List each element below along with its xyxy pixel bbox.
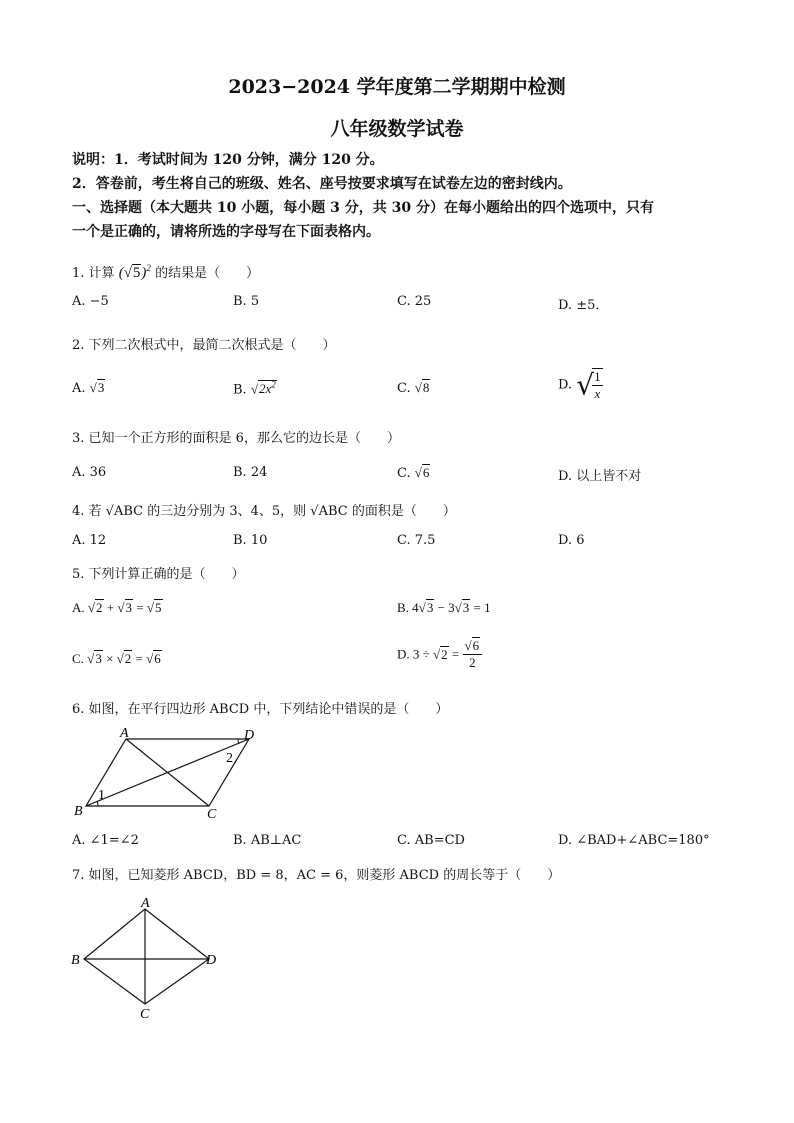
rhombus-figure [66, 894, 231, 1024]
angle-label-2: 2 [226, 751, 233, 766]
q2-d-denominator: x [594, 386, 601, 401]
q5-a-label: A. [72, 600, 85, 615]
vertex-label-b: B [71, 953, 80, 968]
vertex-label-c: C [207, 807, 217, 822]
q1-expression: $(√5)^2$ [118, 263, 151, 281]
q5-d-rad-1: 2 [441, 646, 448, 662]
vertex-label-a: A [141, 896, 150, 911]
q5-option-b [397, 600, 491, 616]
q5-b-label: B. [397, 600, 409, 615]
q5-c-rad-2: 2 [124, 651, 132, 666]
q1-suffix: 的结果是（ ） [155, 266, 260, 281]
sqrt-sign-icon: √ [433, 646, 441, 662]
sqrt-sign-icon: √ [250, 381, 258, 397]
rhombus-outline [84, 909, 209, 1004]
sqrt-sign-icon: √ [418, 600, 426, 615]
q1-option-d: D. ±5． [558, 298, 609, 313]
q6-option-d: D. ∠BAD+∠ABC=180° [558, 833, 710, 848]
q5-c-eq: = [132, 651, 147, 666]
q4-option-c: C. 7.5 [397, 533, 436, 548]
q2-option-a [72, 380, 105, 396]
q2-c-radicand: 8 [422, 380, 430, 395]
q2-b-exponent: 2 [271, 380, 276, 390]
vertex-label-d: D [244, 728, 255, 743]
q5-a-eq: = [133, 600, 147, 615]
vertex-label-a: A [120, 726, 129, 741]
sqrt-sign-icon: √ [87, 651, 95, 666]
q4-option-d: D. 6 [558, 533, 585, 548]
q2-c-label: C. [397, 381, 411, 396]
q1-option-c: C. 25 [397, 294, 432, 309]
sqrt-sign-icon: √ [123, 265, 132, 281]
q5-c-op: × [102, 651, 117, 666]
q5-option-a [72, 600, 163, 616]
q6-option-c: C. AB=CD [397, 833, 465, 848]
question-1-stem [72, 262, 259, 282]
sqrt-sign-icon: √ [414, 380, 422, 395]
vertex-label-c: C [140, 1007, 150, 1022]
q5-b-rad-1: 3 [426, 600, 434, 615]
q2-a-radicand: 3 [97, 380, 105, 395]
diagonal-bd [86, 739, 249, 806]
q3-option-a: A. 36 [72, 465, 107, 480]
q5-a-rad-1: 2 [96, 600, 103, 615]
q6-option-b: B. AB⊥AC [233, 833, 302, 848]
q5-d-lead: 3 ÷ [412, 646, 434, 662]
sqrt-sign-icon: √ [146, 651, 154, 666]
angle-label-1: 1 [98, 788, 105, 803]
sqrt-sign-icon: √ [87, 600, 96, 615]
instruction-line-2: 2．答卷前，考生将自己的班级、姓名、座号按要求填写在试卷左边的密封线内。 [72, 176, 572, 192]
q3-c-radicand: 6 [422, 465, 430, 480]
q1-prefix: 1. 计算 [72, 266, 115, 281]
q3-option-d: D. 以上皆不对 [558, 469, 642, 484]
q5-c-rad-1: 3 [95, 651, 102, 666]
sqrt-sign-icon: √ [454, 600, 462, 615]
exam-subtitle: 八年级数学试卷 [330, 118, 464, 140]
question-2-stem: 2. 下列二次根式中，最简二次根式是（ ） [72, 338, 336, 353]
section-heading-line-2: 一个是正确的，请将所选的字母写在下面表格内。 [72, 224, 380, 240]
exam-title: 2023−2024 学年度第二学期期中检测 [228, 76, 566, 98]
q5-b-rad-2: 3 [462, 600, 470, 615]
vertex-label-d: D [206, 953, 217, 968]
q5-d-denominator: 2 [469, 655, 476, 670]
q5-b-op: − 3 [434, 600, 455, 615]
q5-d-eq: = [448, 646, 463, 662]
q5-a-op: + [103, 600, 118, 615]
q2-a-label: A. [72, 381, 86, 396]
q5-a-rad-2: 3 [125, 600, 133, 615]
question-4-stem: 4. 若 √ABC 的三边分别为 3、4、5，则 √ABC 的面积是（ ） [72, 504, 456, 519]
q5-c-rad-3: 6 [154, 651, 161, 666]
q5-c-label: C. [72, 651, 84, 666]
q3-c-label: C. [397, 466, 411, 481]
instruction-line-1: 说明：1．考试时间为 120 分钟，满分 120 分。 [72, 152, 384, 168]
parallelogram-figure [66, 724, 271, 824]
q5-b-eq: = 1 [470, 600, 491, 615]
q2-option-c [397, 380, 430, 396]
q1-radicand: 5 [132, 265, 141, 281]
q3-option-b: B. 24 [233, 465, 268, 480]
question-3-stem: 3. 已知一个正方形的面积是 6，那么它的边长是（ ） [72, 431, 400, 446]
question-6-stem: 6. 如图，在平行四边形 ABCD 中，下列结论中错误的是（ ） [72, 702, 449, 717]
section-heading-line-1: 一、选择题（本大题共 10 小题，每小题 3 分，共 30 分）在每小题给出的四个选项中，只有 [72, 200, 654, 216]
sqrt-sign-icon: √ [464, 638, 472, 653]
q2-option-b [233, 380, 277, 397]
question-7-stem: 7. 如图，已知菱形 ABCD，BD = 8，AC = 6，则菱形 ABCD 的周长等于（ ） [72, 868, 561, 883]
q3-option-c [397, 465, 430, 481]
sqrt-sign-icon: √ [117, 600, 125, 615]
q2-d-label: D. [558, 377, 573, 393]
q2-b-label: B. [233, 382, 247, 398]
sqrt-sign-icon: √ [116, 651, 124, 666]
q4-option-b: B. 10 [233, 533, 268, 548]
q2-option-d [558, 368, 603, 402]
q2-d-numerator: 1 [594, 369, 601, 384]
q5-option-d [397, 638, 482, 671]
q1-option-b: B. 5 [233, 294, 260, 309]
q2-b-radicand: 2x [258, 381, 272, 397]
question-5-stem: 5. 下列计算正确的是（ ） [72, 567, 245, 582]
q5-a-rad-3: 5 [155, 600, 162, 615]
q5-option-c [72, 651, 162, 667]
q5-b-coef: 4 [412, 600, 419, 615]
q1-exponent: 2 [146, 263, 151, 273]
q4-option-a: A. 12 [72, 533, 107, 548]
sqrt-sign-icon: √ [576, 368, 595, 402]
sqrt-sign-icon: √ [89, 380, 97, 395]
q5-d-numerator: 6 [472, 638, 480, 653]
sqrt-sign-icon: √ [414, 465, 422, 480]
q5-d-label: D. [397, 646, 410, 662]
sqrt-sign-icon: √ [146, 600, 154, 615]
q6-option-a: A. ∠1=∠2 [72, 833, 139, 848]
q1-option-a: A. −5 [72, 294, 109, 309]
vertex-label-b: B [74, 804, 83, 819]
